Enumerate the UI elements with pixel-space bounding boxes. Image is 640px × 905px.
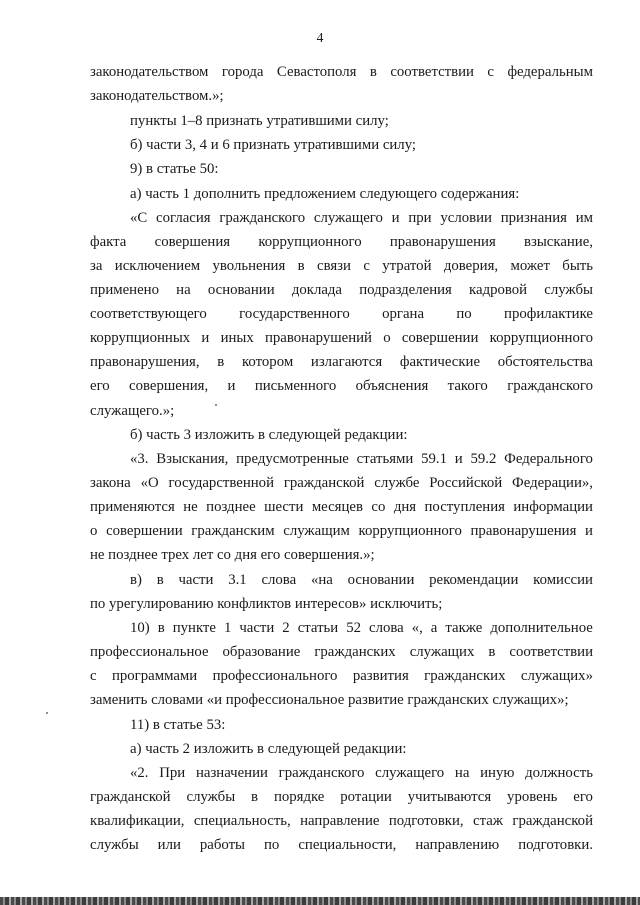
text-line (90, 474, 593, 492)
word: соответствии (509, 644, 593, 660)
text-line: а) часть 2 изложить в следующей редакции: (130, 741, 407, 757)
word: квалификации, (90, 813, 185, 829)
word: в (488, 644, 496, 660)
word: письменного (254, 378, 337, 394)
word: «на (310, 572, 333, 588)
word: на (176, 282, 191, 298)
word: основании (347, 572, 415, 588)
word: слова (369, 620, 404, 636)
word: правонарушения (389, 234, 496, 250)
word: гражданских (424, 668, 506, 684)
word: федеральным (507, 64, 593, 80)
text-line (90, 305, 593, 323)
word: специальности, (298, 837, 397, 853)
word: его (573, 789, 593, 805)
word: и (201, 330, 210, 346)
word: с (487, 64, 494, 80)
scan-speck (215, 404, 217, 406)
word: кадровой (469, 282, 528, 298)
word: в (297, 258, 305, 274)
word: направлению (415, 837, 500, 853)
text-line: не позднее трех лет со дня его совершения.»; (90, 547, 375, 563)
word: шести (264, 499, 304, 515)
scan-speck (46, 712, 48, 714)
text-line (90, 498, 593, 516)
word: иных (220, 330, 254, 346)
word: объяснения (355, 378, 429, 394)
word: излагаются (310, 354, 383, 370)
word: также (445, 620, 483, 636)
text-line: заменить словами «и профессиональное развитие гражданских служащих»; (90, 692, 569, 708)
word: с (363, 258, 370, 274)
word: фактические (399, 354, 481, 370)
word: утратой (382, 258, 432, 274)
text-line (130, 450, 593, 468)
word: «О (140, 475, 159, 491)
word: направление (300, 813, 380, 829)
word: поступления (424, 499, 505, 515)
scan-edge (0, 897, 640, 905)
word: доклада (291, 282, 342, 298)
text-line (90, 643, 593, 661)
text-line (90, 329, 593, 347)
word: на (454, 765, 470, 781)
text-line (130, 764, 593, 782)
word: и (454, 451, 463, 467)
word: коррупционных (90, 330, 191, 346)
word: Севастополя (276, 64, 357, 80)
text-line (90, 812, 593, 830)
word: в (369, 64, 377, 80)
word: котором (242, 354, 294, 370)
word: и (585, 523, 593, 539)
word: гражданских (314, 644, 396, 660)
word: в (251, 789, 259, 805)
word: условии (440, 210, 492, 226)
word: уровень (507, 789, 558, 805)
word: назначении (195, 765, 268, 781)
word: службе (374, 475, 420, 491)
word: 2 (282, 620, 290, 636)
word: органа (382, 306, 425, 322)
text-line (90, 836, 593, 854)
word: гражданского (219, 210, 306, 226)
word: основании (207, 282, 275, 298)
word: о (383, 330, 391, 346)
word: гражданского (278, 765, 365, 781)
word: пункте (172, 620, 216, 636)
text-line (130, 619, 593, 637)
word: рекомендации (429, 572, 519, 588)
word: исключением (114, 258, 201, 274)
word: быть (562, 258, 593, 274)
word: и (227, 378, 236, 394)
word: развития (352, 668, 409, 684)
word: гражданской (283, 475, 365, 491)
word: порядке (273, 789, 325, 805)
word: информации (513, 499, 593, 515)
word: в (156, 572, 164, 588)
word: 3.1 (228, 572, 247, 588)
word: «С (130, 210, 148, 226)
text-line: пункты 1–8 признать утратившими силу; (130, 113, 389, 129)
word: иную (480, 765, 515, 781)
word: дополнительное (490, 620, 593, 636)
word: совершении (401, 330, 479, 346)
word: Взыскания, (156, 451, 229, 467)
word: государственной (168, 475, 274, 491)
word: обстоятельства (497, 354, 593, 370)
text-line (90, 788, 593, 806)
word: При (159, 765, 186, 781)
word: факта (90, 234, 127, 250)
word: учитываются (407, 789, 492, 805)
word: коррупционного (258, 234, 362, 250)
word: работы (199, 837, 245, 853)
word: а (430, 620, 438, 636)
word: специальность, (193, 813, 291, 829)
word: профессиональное (90, 644, 209, 660)
word: Российской (429, 475, 503, 491)
word: Федерального (504, 451, 593, 467)
word: профилактике (504, 306, 593, 322)
word: в) (130, 572, 142, 588)
word: совершения, (129, 378, 209, 394)
word: программами (111, 668, 198, 684)
text-line (90, 257, 593, 275)
word: доверия, (443, 258, 499, 274)
word: 59.2 (470, 451, 497, 467)
word: служащего (313, 210, 383, 226)
word: государственного (239, 306, 350, 322)
word: ротации (340, 789, 392, 805)
text-line (90, 377, 593, 395)
word: связи (317, 258, 351, 274)
word: «3. (130, 451, 149, 467)
word: совершении (106, 523, 183, 539)
word: позднее (206, 499, 256, 515)
page-number: 4 (316, 30, 324, 45)
word: законодательством (90, 64, 209, 80)
word: статьями (356, 451, 414, 467)
word: о (90, 523, 98, 539)
word: службы (90, 837, 139, 853)
word: соответствии (390, 64, 474, 80)
word: коррупционного (358, 523, 462, 539)
word: признания (500, 210, 567, 226)
word: коррупционного (489, 330, 593, 346)
word: служащего (375, 765, 445, 781)
text-line: б) части 3, 4 и 6 признать утратившими силу; (130, 137, 417, 153)
word: согласия (156, 210, 211, 226)
word: по (456, 306, 472, 322)
word: совершения (154, 234, 231, 250)
word: 59.1 (421, 451, 447, 467)
word: гражданской (512, 813, 593, 829)
text-line (90, 522, 593, 540)
word: увольнения (212, 258, 286, 274)
word: части (239, 620, 275, 636)
word: служащих (409, 644, 475, 660)
word: подготовки, (388, 813, 464, 829)
word: служащим (283, 523, 350, 539)
word: закона (90, 475, 131, 491)
word: службы (544, 282, 593, 298)
text-line: по урегулированию конфликтов интересов» исключить; (90, 596, 443, 612)
word: в (157, 620, 165, 636)
text-line (90, 353, 593, 371)
word: профессионального (212, 668, 338, 684)
word: 10) (130, 620, 150, 636)
word: по (264, 837, 280, 853)
word: части (178, 572, 214, 588)
word: Федерации», (512, 475, 593, 491)
text-line: законодательством.»; (90, 88, 224, 104)
word: соответствующего (90, 306, 207, 322)
word: его (90, 378, 110, 394)
text-line: служащего.»; (90, 403, 175, 419)
word: должность (525, 765, 593, 781)
text-line: а) часть 1 дополнить предложением следующего содержания: (130, 186, 520, 202)
word: правонарушения (470, 523, 577, 539)
word: гражданским (191, 523, 275, 539)
text-line (90, 233, 593, 251)
word: правонарушений (264, 330, 372, 346)
word: дня (393, 499, 417, 515)
word: подразделения (359, 282, 452, 298)
word: применяются (90, 499, 175, 515)
word: комиссии (533, 572, 593, 588)
word: месяцев (311, 499, 363, 515)
word: службы (186, 789, 236, 805)
text-line (90, 281, 593, 299)
word: применено (90, 282, 159, 298)
word: статьи (297, 620, 339, 636)
text-line: 11) в статье 53: (130, 717, 226, 733)
text-line: 9) в статье 50: (130, 161, 219, 177)
text-line (90, 667, 593, 685)
word: не (183, 499, 198, 515)
word: может (510, 258, 550, 274)
word: или (157, 837, 181, 853)
word: и (391, 210, 400, 226)
word: «, (411, 620, 423, 636)
word: слова (261, 572, 297, 588)
word: со (371, 499, 386, 515)
word: образование (222, 644, 301, 660)
word: города (221, 64, 264, 80)
word: 52 (346, 620, 362, 636)
word: правонарушения, (90, 354, 200, 370)
word: взыскание, (524, 234, 593, 250)
word: им (575, 210, 593, 226)
word: при (408, 210, 432, 226)
word: в (217, 354, 225, 370)
word: стаж (473, 813, 504, 829)
text-line: б) часть 3 изложить в следующей редакции: (130, 427, 408, 443)
word: 1 (223, 620, 232, 636)
word: за (90, 258, 103, 274)
word: гражданской (90, 789, 171, 805)
text-line (90, 63, 593, 81)
word: гражданского (507, 378, 593, 394)
text-line (130, 571, 593, 589)
word: подготовки. (518, 837, 593, 853)
word: такого (447, 378, 488, 394)
word: с (90, 668, 97, 684)
word: предусмотренные (236, 451, 349, 467)
word: «2. (130, 765, 149, 781)
text-line (130, 209, 593, 227)
word: служащих» (520, 668, 593, 684)
